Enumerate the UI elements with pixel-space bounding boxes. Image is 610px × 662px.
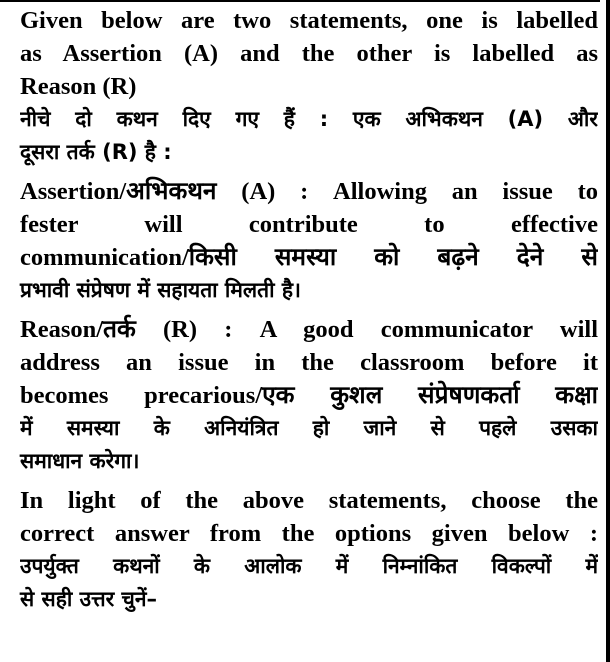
intro-line-2: as Assertion (A) and the other is labelled as (20, 40, 598, 67)
choose-line-2: correct answer from the options given below : (20, 520, 598, 547)
assertion-line-4: प्रभावी संप्रेषण में सहायता मिलती है। (20, 278, 301, 302)
assertion-line-2: fester will contribute to effective (20, 211, 598, 238)
top-border (0, 0, 600, 2)
right-border (606, 0, 610, 662)
assertion-line-1: Assertion/अभिकथन (A) : Allowing an issue to (20, 178, 598, 205)
reason-line-3: becomes precarious/एक कुशल संप्रेषणकर्ता कक्षा (20, 382, 598, 409)
reason-line-4: में समस्या के अनियंत्रित हो जाने से पहले उसका (20, 416, 598, 440)
assertion-line-3: communication/किसी समस्या को बढ़ने देने से (20, 244, 598, 271)
intro-hindi-line-1: नीचे दो कथन दिए गए हैं : एक अभिकथन (A) और (20, 107, 598, 131)
choose-line-1: In light of the above statements, choose the (20, 487, 598, 514)
choose-hindi-line-1: उपर्युक्त कथनों के आलोक में निम्नांकित विकल्पों में (20, 554, 598, 578)
intro-line-1: Given below are two statements, one is labelled (20, 7, 598, 34)
question-text (20, 4, 598, 616)
choose-hindi-line-2: से सही उत्तर चुनें– (20, 587, 158, 611)
reason-line-1: Reason/तर्क (R) : A good communicator will (20, 316, 598, 343)
reason-line-2: address an issue in the classroom before it (20, 349, 598, 376)
intro-line-3: Reason (R) (20, 73, 137, 100)
reason-line-5: समाधान करेगा। (20, 449, 140, 473)
intro-hindi-line-2: दूसरा तर्क (R) है : (20, 140, 172, 164)
